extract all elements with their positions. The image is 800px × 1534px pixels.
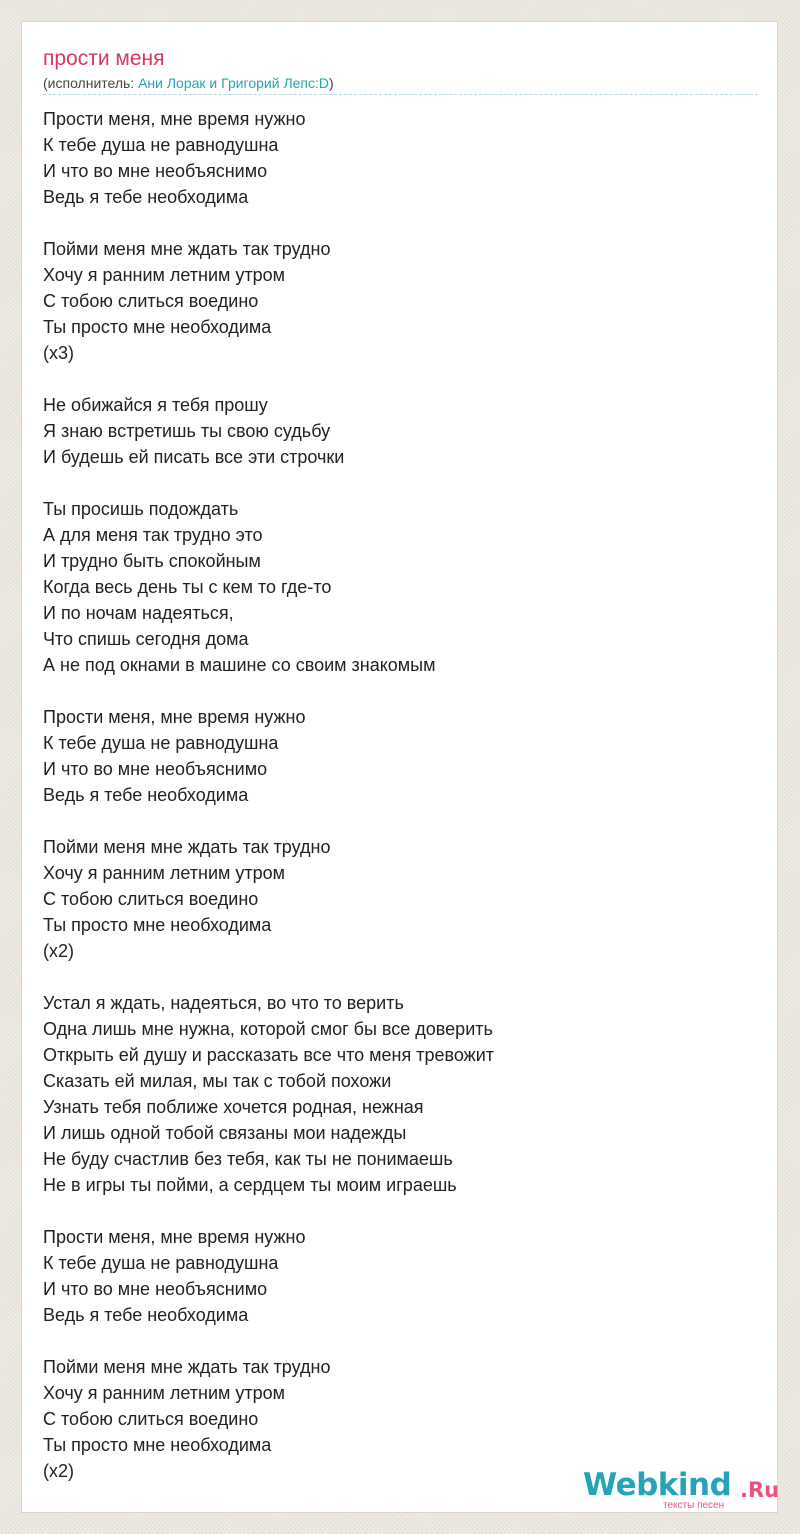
performer-suffix: ): [329, 75, 334, 91]
logo-domain: .Ru: [740, 1478, 780, 1502]
webkind-logo[interactable]: [583, 1465, 778, 1515]
logo-wordmark: Webkind: [583, 1467, 732, 1503]
song-title: прости меня: [43, 47, 165, 70]
song-lyrics: Прости меня, мне время нужно К тебе душа не равнодушна И что во мне необъяснимо Ведь я тебе необходима Пойми меня мне ждать так трудно Хочу я ранним летним утром С тобою слиться воедино Ты просто мне необходима (x3) Не обижайся я тебя прошу Я знаю встретишь ты свою судьбу И будешь ей писать все эти строчки Ты просишь подождать А для меня так трудно это И трудно быть спокойным Когда весь день ты с кем то где-то И по ночам надеяться, Что спишь сегодня дома А не под окнами в машине со своим знакомым Прости меня, мне время нужно К тебе душа не равнодушна И что во мне необъяснимо Ведь я тебе необходима Пойми меня мне ждать так трудно Хочу я ранним летним утром С тобою слиться воедино Ты просто мне необходима (x2) Устал я ждать, надеяться, во что то верить Одна лишь мне нужна, которой смог бы все доверить Открыть ей душу и рассказать все что меня тревожит Сказать ей милая, мы так с тобой похожи Узнать тебя поближе хочется родная, нежная И лишь одной тобой связаны мои надежды Не буду счастлив без тебя, как ты не понимаешь Не в игры ты пойми, а сердцем ты моим играешь Прости меня, мне время нужно К тебе душа не равнодушна И что во мне необъяснимо Ведь я тебе необходима Пойми меня мне ждать так трудно Хочу я ранним летним утром С тобою слиться воедино Ты просто мне необходима (x2): [43, 109, 495, 1481]
performer-line: [43, 74, 334, 92]
logo-tagline: тексты песен: [663, 1500, 725, 1511]
performer-prefix: (исполнитель:: [43, 75, 139, 91]
lyrics-card: [21, 21, 778, 1513]
performer-link[interactable]: Ани Лорак и Григорий Лепс:D: [138, 75, 330, 91]
title-divider: [43, 94, 758, 95]
